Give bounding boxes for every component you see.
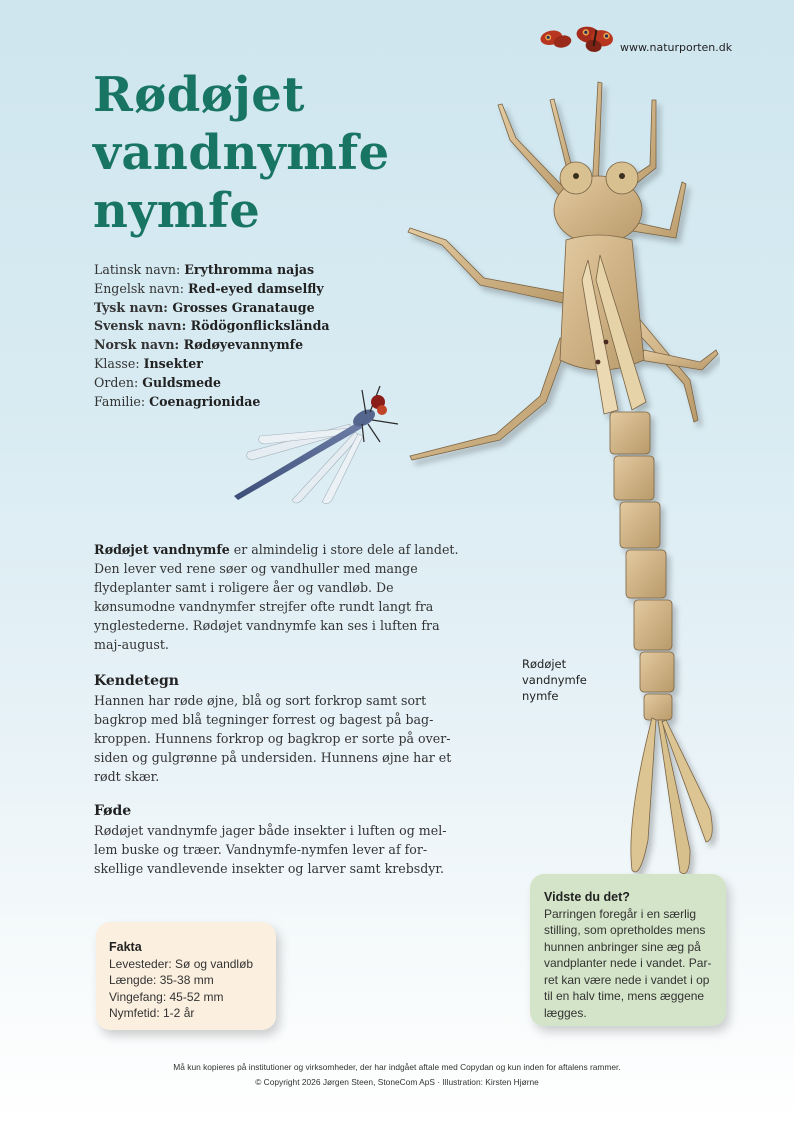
intro-text: er almindelig i store dele af landet. Den lever ved rene søer og vandhuller med mange flydeplanter samt i roligere åer og vandløb. De kønsumodne vandnymfer strejfer ofte rundt langt fra ynglestederne. Rødøjet vandnymfe kan ses i luften fra maj-august.: [94, 542, 459, 652]
name-value: Insekter: [143, 355, 203, 371]
name-label: Norsk navn:: [94, 337, 184, 353]
name-label: Tysk navn:: [94, 299, 173, 315]
did-you-know-text: Parringen foregår i en særlig stilling, som opretholdes mens hunnen anbringer sine æg på vandplanter nede i vandet. Par-ret kan være nede i vandet i op til en halv time, mens æggene lægges.: [544, 906, 712, 1020]
name-value: Coenagrionidae: [149, 393, 261, 409]
section-text: Rødøjet vandnymfe jager både insekter i luften og mel-lem buske og træer. Vandnymfe-nymfen lever af for-skellige vandlevende insekter og larver samt krebsdyr.: [94, 823, 447, 876]
title-line: Rødøjet: [93, 67, 305, 123]
title-line: vandnymfe: [93, 125, 390, 181]
name-label: Familie:: [94, 393, 150, 409]
footer: [0, 1060, 794, 1090]
name-label: Latinsk navn:: [94, 262, 185, 277]
name-value: Rödögonflickslända: [190, 318, 330, 334]
section-heading: Kendetegn: [94, 673, 179, 689]
fakta-box: [96, 922, 276, 1030]
name-label: Klasse:: [94, 355, 144, 371]
peacock-butterfly-icon: [540, 22, 620, 56]
name-value: Rødøyevannymfe: [183, 337, 304, 353]
adult-damselfly-illustration: [230, 372, 410, 507]
site-header: [540, 22, 780, 62]
title-line: nymfe: [93, 183, 261, 239]
caption-line: Rødøjet: [522, 657, 567, 671]
name-row-swedish: [94, 317, 330, 336]
name-label: Svensk navn:: [94, 318, 191, 334]
footer-copyright: © Copyright 2026 Jørgen Steen, StoneCom ApS · Illustration: Kirsten Hjørne: [255, 1077, 539, 1087]
fakta-length: Længde: 35-38 mm: [109, 973, 214, 987]
page-title: [93, 66, 390, 240]
did-you-know-box: [530, 874, 726, 1026]
name-value: Guldsmede: [142, 374, 221, 390]
name-row-latin: [94, 261, 330, 280]
section-kendetegn: [94, 672, 466, 786]
name-row-german: [94, 299, 330, 318]
illustration-caption: [522, 656, 587, 704]
name-row-english: [94, 280, 330, 299]
intro-bold: Rødøjet vandnymfe: [94, 542, 230, 557]
fakta-heading: Fakta: [109, 940, 142, 954]
site-url[interactable]: www.naturporten.dk: [620, 41, 733, 54]
name-value: Erythromma najas: [184, 262, 315, 277]
name-value: Red-eyed damselfly: [188, 280, 324, 296]
fakta-nymph-period: Nymfetid: 1-2 år: [109, 1006, 195, 1020]
name-row-class: [94, 355, 330, 374]
name-label: Engelsk navn:: [94, 280, 189, 296]
fakta-habitat: Levesteder: Sø og vandløb: [109, 956, 254, 971]
intro-paragraph: [94, 540, 464, 654]
name-row-norwegian: [94, 336, 330, 355]
section-heading: Føde: [94, 803, 132, 819]
section-fode: [94, 802, 466, 878]
name-value: Grosses Granatauge: [172, 299, 315, 315]
did-you-know-heading: Vidste du det?: [544, 890, 630, 904]
fakta-wingspan: Vingefang: 45-52 mm: [109, 989, 224, 1004]
caption-line: nymfe: [522, 689, 559, 703]
caption-line: vandnymfe: [522, 673, 587, 687]
name-label: Orden:: [94, 374, 143, 390]
footer-license: Må kun kopieres på institutioner og virksomheder, der har indgået aftale med Copydan og kun inden for aftalens rammer.: [173, 1062, 621, 1072]
section-text: Hannen har røde øjne, blå og sort forkrop samt sort bagkrop med blå tegninger forrest og bagest på bag-kroppen. Hunnens forkrop og bagkrop er sorte på over-siden og gulgrønne på undersiden. Hunnens øjne har et rødt skær.: [94, 693, 452, 784]
